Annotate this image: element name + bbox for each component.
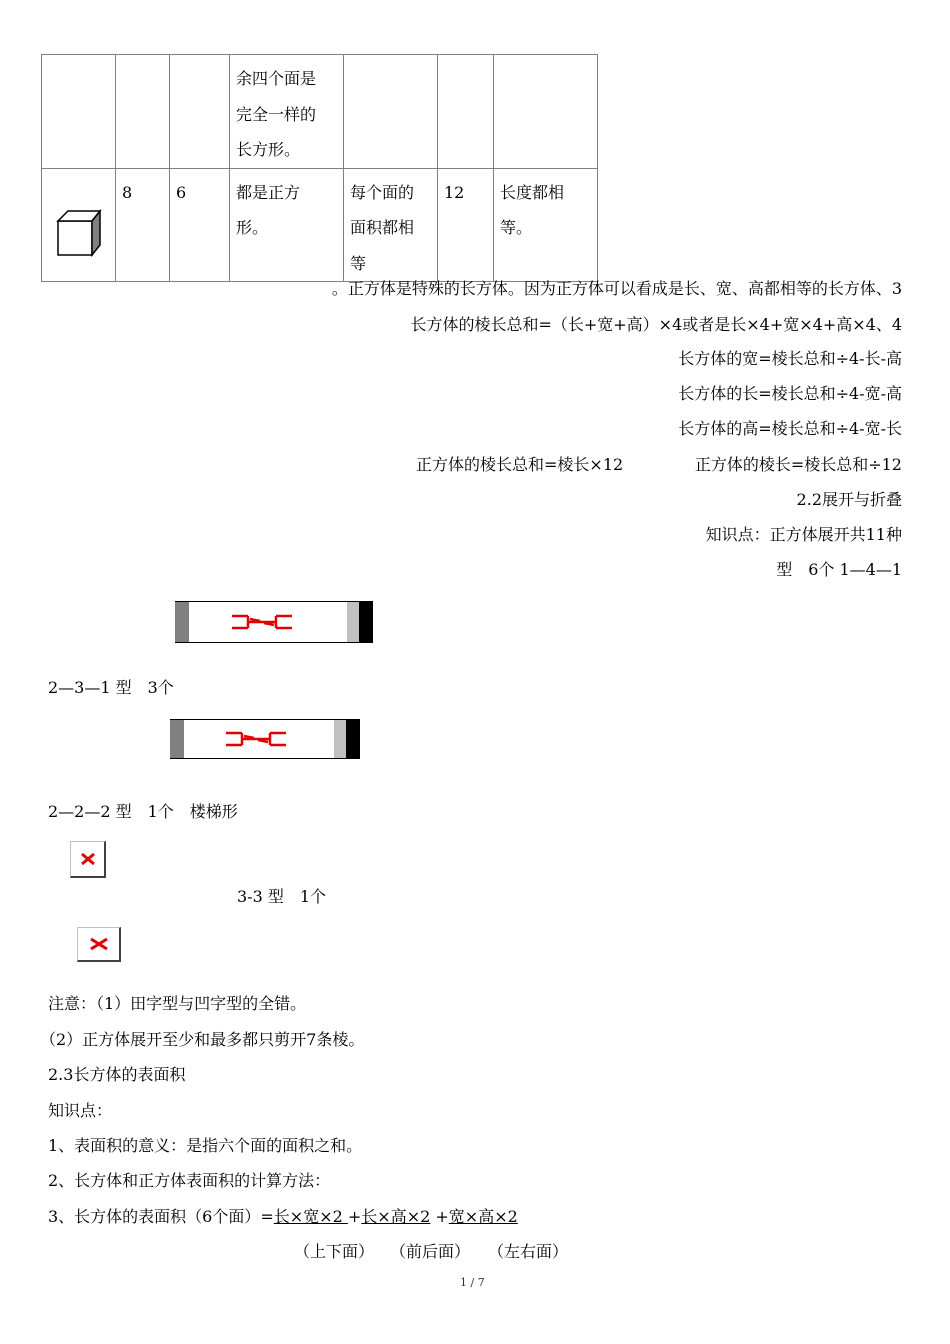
cube-icon: [56, 209, 102, 257]
cell-line: 都是正方: [236, 182, 301, 202]
net-image-33: [77, 927, 121, 962]
label-top-bottom-faces: （上下面）: [294, 1242, 375, 1261]
table-cell: [494, 168, 598, 282]
cuboid-surface-area-formula: [48, 1204, 518, 1227]
note-2: （2）正方体展开至少和最多都只剪开7条棱。: [40, 1030, 365, 1049]
cuboid-height-formula: 长方体的高=棱长总和÷4-宽-长: [678, 419, 902, 438]
cell-line: 等。: [500, 218, 533, 237]
cuboid-cube-table: [41, 54, 598, 282]
table-cell: [170, 168, 230, 282]
cuboid-length-formula: 长方体的长=棱长总和÷4-宽-高: [678, 384, 902, 403]
table-cell: [170, 55, 230, 169]
formula-top-bottom: 长×宽×2: [273, 1207, 348, 1226]
net-type-33: 3-3 型 1个: [237, 887, 327, 906]
vertex-count: 8: [122, 182, 133, 202]
cube-edge-sum-formula: 正方体的棱长总和=棱长×12: [416, 455, 624, 474]
table-cell: [116, 55, 170, 169]
table-cell: [42, 55, 116, 169]
broken-image-icon: [89, 937, 109, 951]
table-cell: [42, 168, 116, 282]
table-cell: [230, 55, 344, 169]
section-heading-surface-area: 2.3长方体的表面积: [48, 1065, 186, 1084]
net-image-222: [70, 841, 106, 878]
knowledge-point-nets: 知识点：正方体展开共11种: [705, 525, 902, 544]
net-type-222: 2—2—2 型 1个 楼梯形: [48, 802, 238, 821]
page-number: 1 / 7: [460, 1276, 485, 1289]
table-row: [42, 55, 598, 169]
section-heading-unfold: 2.2展开与折叠: [796, 490, 902, 509]
net-diagram-icon: [230, 612, 294, 632]
table-cell: [494, 55, 598, 169]
net-image-141: [175, 601, 373, 643]
cell-line: 面积都相: [350, 218, 415, 237]
net-type-141: 型 6个 1—4—1: [776, 560, 902, 579]
face-count: 6: [176, 182, 187, 202]
formula-front-back: 长×高×2: [361, 1207, 431, 1226]
cell-line: 余四个面是: [236, 69, 317, 88]
broken-image-icon: [80, 852, 96, 866]
net-type-231: 2—3—1 型 3个: [48, 678, 174, 697]
cell-line: 长度都相: [500, 182, 565, 202]
formula-plus: +: [347, 1207, 362, 1226]
surface-area-method: 2、长方体和正方体表面积的计算方法：: [48, 1171, 331, 1190]
label-front-back-faces: （前后面）: [390, 1242, 471, 1261]
cuboid-edge-sum-formula: 长方体的棱长总和=（长+宽+高）×4或者是长×4+宽×4+高×4、4: [410, 315, 902, 334]
formula-plus: +: [430, 1207, 449, 1226]
net-diagram-icon: [224, 729, 288, 749]
cell-line: 等: [350, 253, 367, 273]
table-cell: [230, 168, 344, 282]
edge-count: 12: [444, 182, 465, 202]
table-cell: [344, 55, 438, 169]
cell-line: 每个面的: [350, 182, 415, 202]
table-row: [42, 168, 598, 282]
cell-line: 长方形。: [236, 140, 301, 159]
cell-line: 形。: [236, 218, 269, 237]
table-cell: [438, 168, 494, 282]
label-left-right-faces: （左右面）: [488, 1242, 569, 1261]
surface-area-meaning: 1、表面积的意义：是指六个面的面积之和。: [48, 1136, 363, 1155]
note-1: 注意：（1）田字型与凹字型的全错。: [48, 994, 307, 1013]
net-image-231: [170, 719, 360, 759]
table-cell: [344, 168, 438, 282]
cuboid-width-formula: 长方体的宽=棱长总和÷4-长-高: [678, 349, 902, 368]
table-cell: [116, 168, 170, 282]
knowledge-point-label: 知识点：: [48, 1101, 113, 1120]
cube-edge-formula: 正方体的棱长=棱长总和÷12: [694, 455, 902, 474]
cube-is-special-cuboid-text: 。正方体是特殊的长方体。因为正方体可以看成是长、宽、高都相等的长方体、3: [331, 279, 902, 298]
formula-left-right: 宽×高×2: [448, 1207, 518, 1226]
formula-prefix: 3、长方体的表面积（6个面）=: [48, 1207, 274, 1226]
cell-line: 完全一样的: [236, 104, 317, 124]
table-cell: [438, 55, 494, 169]
